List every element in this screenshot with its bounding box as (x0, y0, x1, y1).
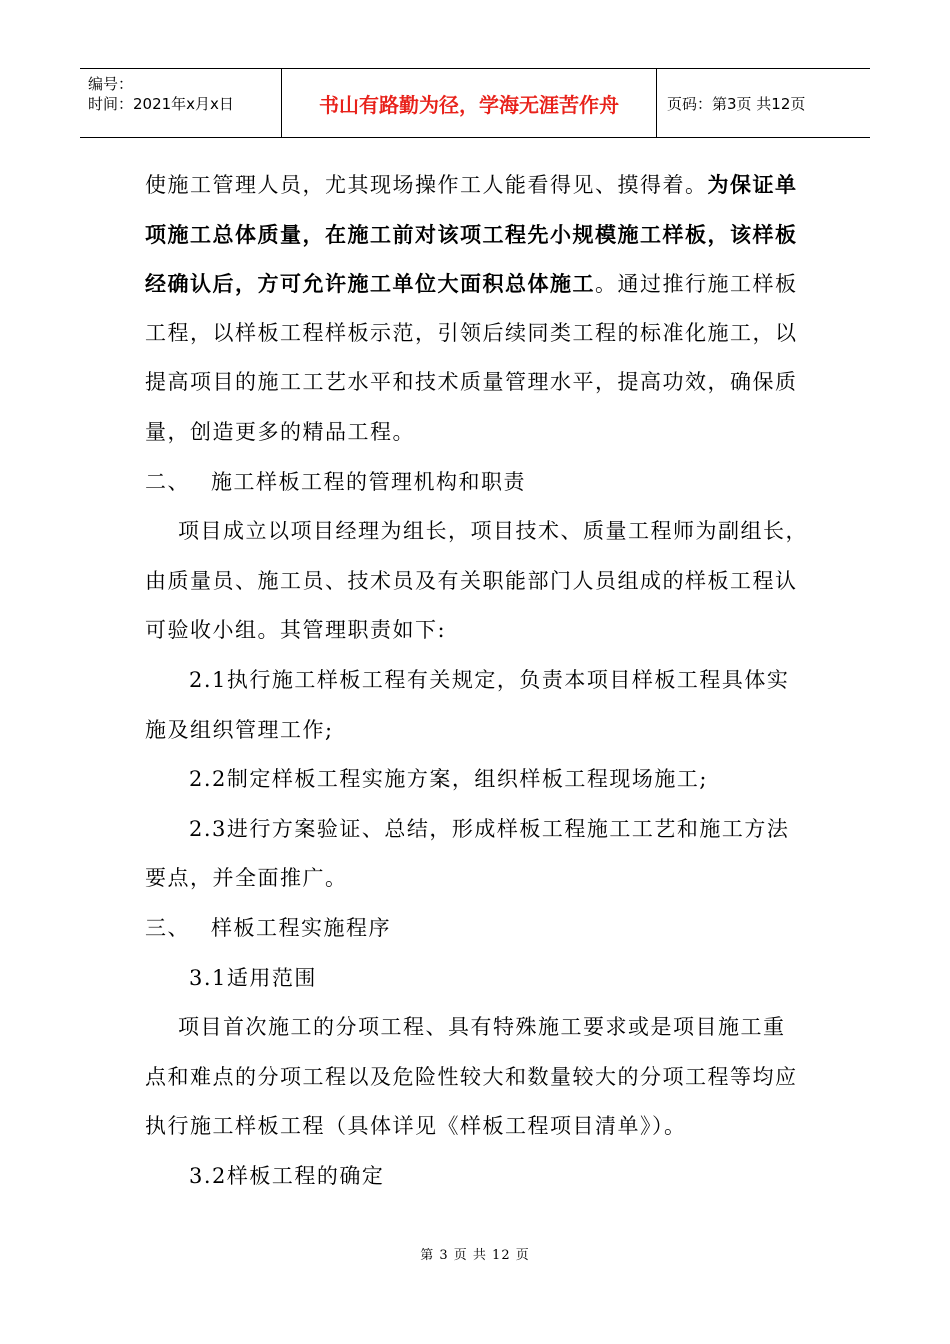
header-page-code: 页码：第3页 共12页 (667, 94, 806, 113)
document-number-label: 编号： (88, 75, 134, 93)
page-footer: 第 3 页 共 12 页 (420, 1248, 530, 1263)
text-line: 量，创造更多的精品工程。 (145, 419, 415, 444)
subsection-3-1: 3.1适用范围 (189, 965, 317, 990)
text-line: 执行施工样板工程（具体详见《样板工程项目清单》）。 (145, 1114, 687, 1139)
list-item-2-3: 2.3进行方案验证、总结，形成样板工程施工工艺和施工方法 (189, 816, 790, 841)
section-heading-3: 三、 样板工程实施程序 (145, 915, 391, 940)
list-item-2-1: 2.1执行施工样板工程有关规定，负责本项目样板工程具体实 (189, 667, 790, 692)
text-line: 项目首次施工的分项工程、具有特殊施工要求或是项目施工重 (178, 1015, 786, 1040)
text-line: 项施工总体质量，在施工前对该项工程先小规模施工样板，该样板 (145, 221, 798, 247)
text-line: 可验收小组。其管理职责如下: (145, 618, 447, 643)
header-motto: 书山有路勤为径，学海无涯苦作舟 (282, 69, 657, 137)
section-heading-2: 二、 施工样板工程的管理机构和职责 (145, 469, 526, 494)
list-item-2-2: 2.2制定样板工程实施方案，组织样板工程现场施工; (189, 767, 708, 792)
document-body (145, 160, 808, 1201)
header-meta (80, 69, 282, 137)
text-line: 提高项目的施工工艺水平和技术质量管理水平，提高功效，确保质 (145, 370, 798, 395)
text-line: 经确认后，方可允许施工单位大面积总体施工。通过推行施工样板 (145, 271, 798, 297)
document-time-label: 时间：2021年x月x日 (88, 95, 234, 113)
text-line: 要点，并全面推广。 (145, 866, 348, 891)
text-line: 由质量员、施工员、技术员及有关职能部门人员组成的样板工程认 (145, 568, 798, 593)
text-line: 施及组织管理工作; (145, 717, 334, 742)
text-line: 点和难点的分项工程以及危险性较大和数量较大的分项工程等均应 (145, 1064, 798, 1089)
subsection-3-2: 3.2样板工程的确定 (189, 1163, 385, 1188)
text-line: 使施工管理人员，尤其现场操作工人能看得见、摸得着。为保证单 (145, 172, 798, 197)
text-line: 工程，以样板工程样板示范，引领后续同类工程的标准化施工，以 (145, 320, 798, 345)
text-line: 项目成立以项目经理为组长，项目技术、质量工程师为副组长， (178, 519, 808, 544)
page-header (80, 68, 870, 138)
